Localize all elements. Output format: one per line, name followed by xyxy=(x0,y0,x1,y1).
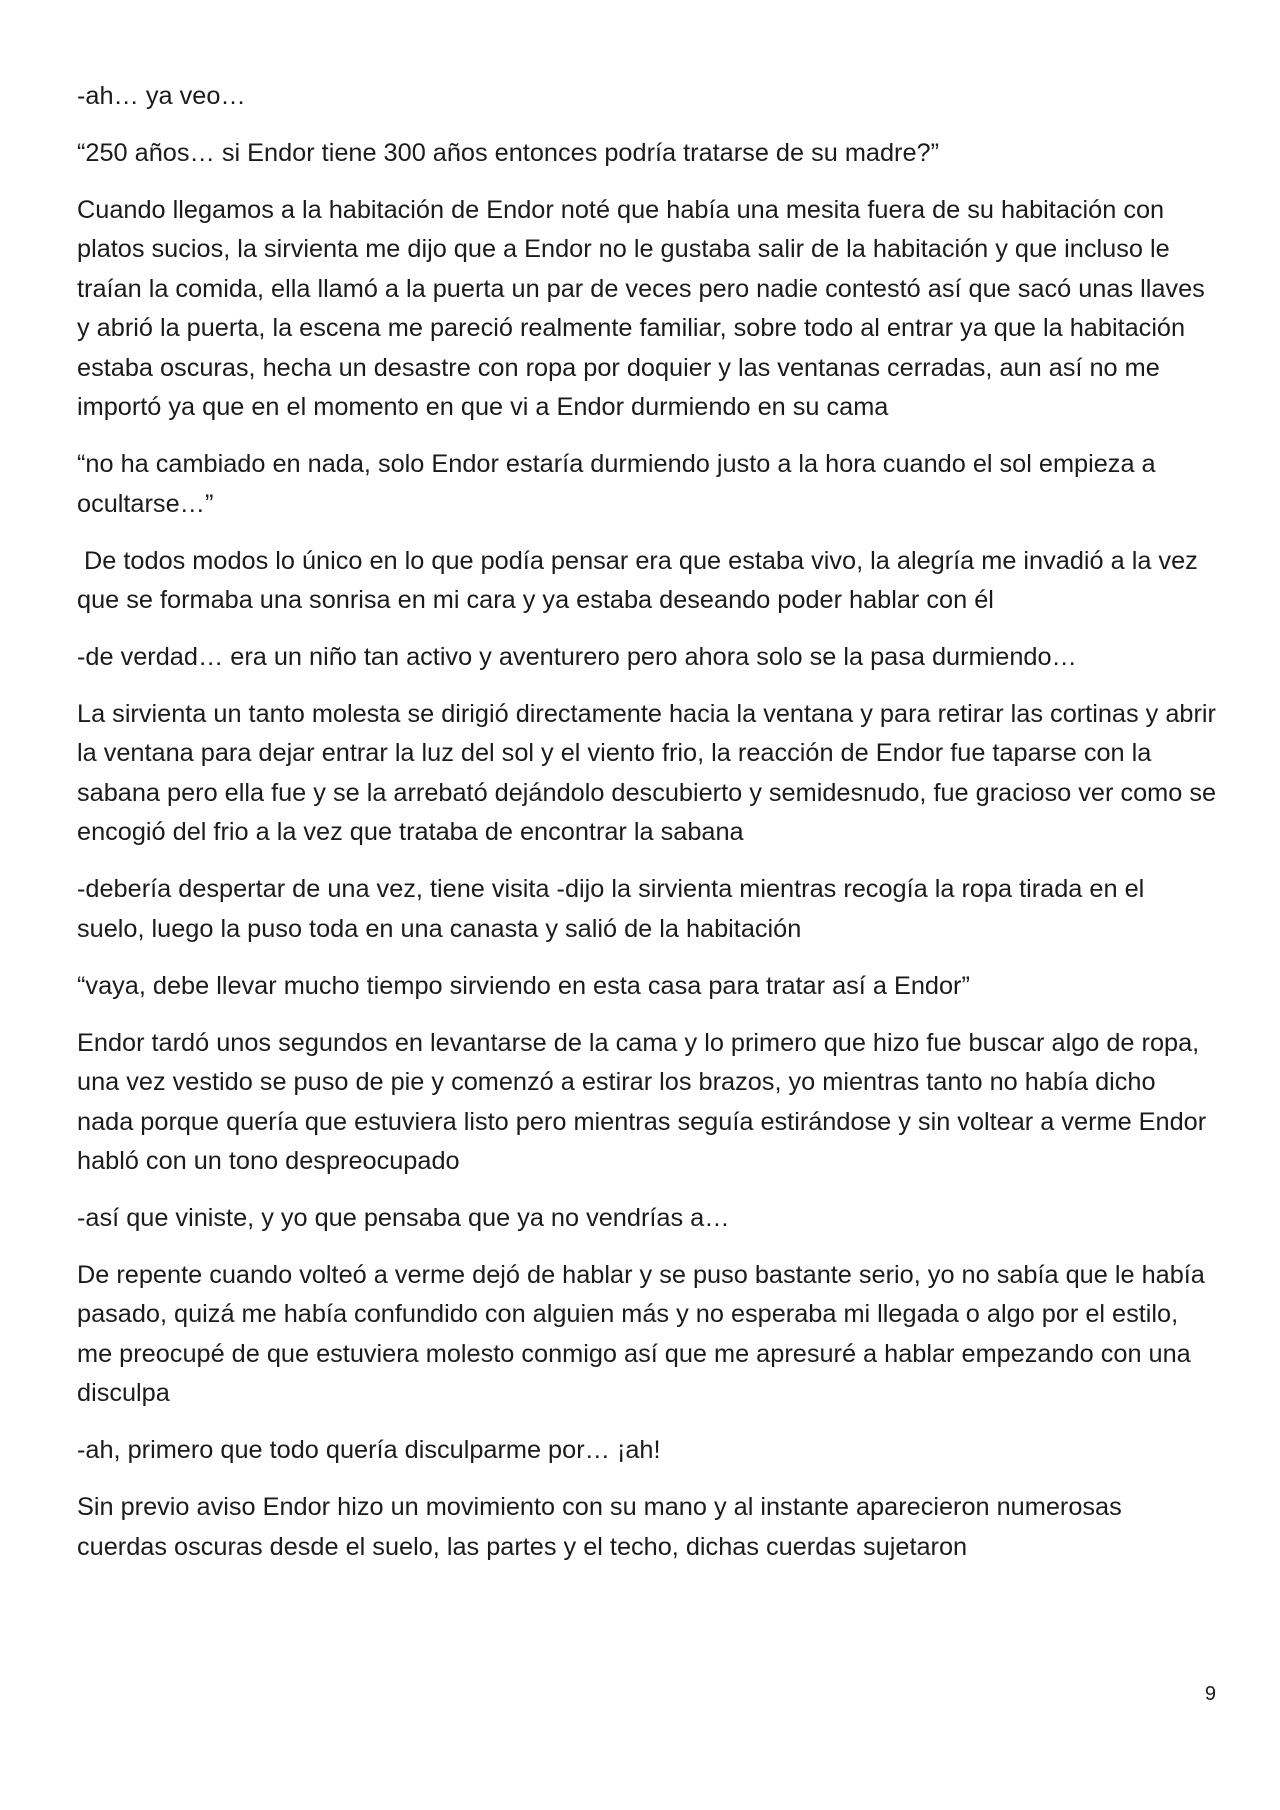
page-number: 9 xyxy=(1204,1683,1216,1705)
paragraph: -de verdad… era un niño tan activo y aventurero pero ahora solo se la pasa durmiendo… xyxy=(77,642,1077,671)
paragraph: “no ha cambiado en nada, solo Endor estaría durmiendo justo a la hora cuando el sol empieza a ocultarse…” xyxy=(77,450,1156,518)
paragraph: Endor tardó unos segundos en levantarse de la cama y lo primero que hizo fue buscar algo de ropa, una vez vestido se puso de pie y comenzó a estirar los brazos, yo mientras tanto no había dicho nada porque quería que estuviera listo pero mientras seguía estirándose y sin voltear a verme Endor habló con un tono despreocupado xyxy=(77,1028,1207,1176)
paragraph: De repente cuando volteó a verme dejó de hablar y se puso bastante serio, yo no sabía que le había pasado, quizá me había confundido con alguien más y no esperaba mi llegada o algo por el estilo, me preocupé de que estuviera molesto conmigo así que me apresuré a hablar empezando con una disculpa xyxy=(77,1260,1205,1408)
paragraph: De todos modos lo único en lo que podía pensar era que estaba vivo, la alegría me invadió a la vez que se formaba una sonrisa en mi cara y ya estaba deseando poder hablar con él xyxy=(77,546,1205,615)
body-text xyxy=(77,77,1217,1584)
paragraph: “vaya, debe llevar mucho tiempo sirviendo en esta casa para tratar así a Endor” xyxy=(77,971,970,1000)
paragraph: La sirvienta un tanto molesta se dirigió directamente hacia la ventana y para retirar las cortinas y abrir la ventana para dejar entrar la luz del sol y el viento frio, la reacción de Endor fue taparse con la sabana pero ella fue y se la arrebató dejándolo descubierto y semidesnudo, fue gracioso ver como se encogió del frio a la vez que trataba de encontrar la sabana xyxy=(77,699,1217,847)
paragraph: -debería despertar de una vez, tiene visita -dijo la sirvienta mientras recogía la ropa tirada en el suelo, luego la puso toda en una canasta y salió de la habitación xyxy=(77,875,1145,943)
paragraph: -así que viniste, y yo que pensaba que ya no vendrías a… xyxy=(77,1203,730,1232)
paragraph: Sin previo aviso Endor hizo un movimiento con su mano y al instante aparecieron numerosas cuerdas oscuras desde el suelo, las partes y el techo, dichas cuerdas sujetaron xyxy=(77,1493,1122,1561)
paragraph: -ah, primero que todo quería disculparme por… ¡ah! xyxy=(77,1436,661,1465)
paragraph: Cuando llegamos a la habitación de Endor noté que había una mesita fuera de su habitación con platos sucios, la sirvienta me dijo que a Endor no le gustaba salir de la habitación y que incluso le traían la comida, ella llamó a la puerta un par de veces pero nadie contestó así que sacó unas llaves y abrió la puerta, la escena me pareció realmente familiar, sobre todo al entrar ya que la habitación estaba oscuras, hecha un desastre con ropa por doquier y las ventanas cerradas, aun así no me importó ya que en el momento en que vi a Endor durmiendo en su cama xyxy=(77,195,1205,422)
paragraph: “250 años… si Endor tiene 300 años entonces podría tratarse de su madre?” xyxy=(77,138,940,167)
paragraph: -ah… ya veo… xyxy=(77,82,246,110)
